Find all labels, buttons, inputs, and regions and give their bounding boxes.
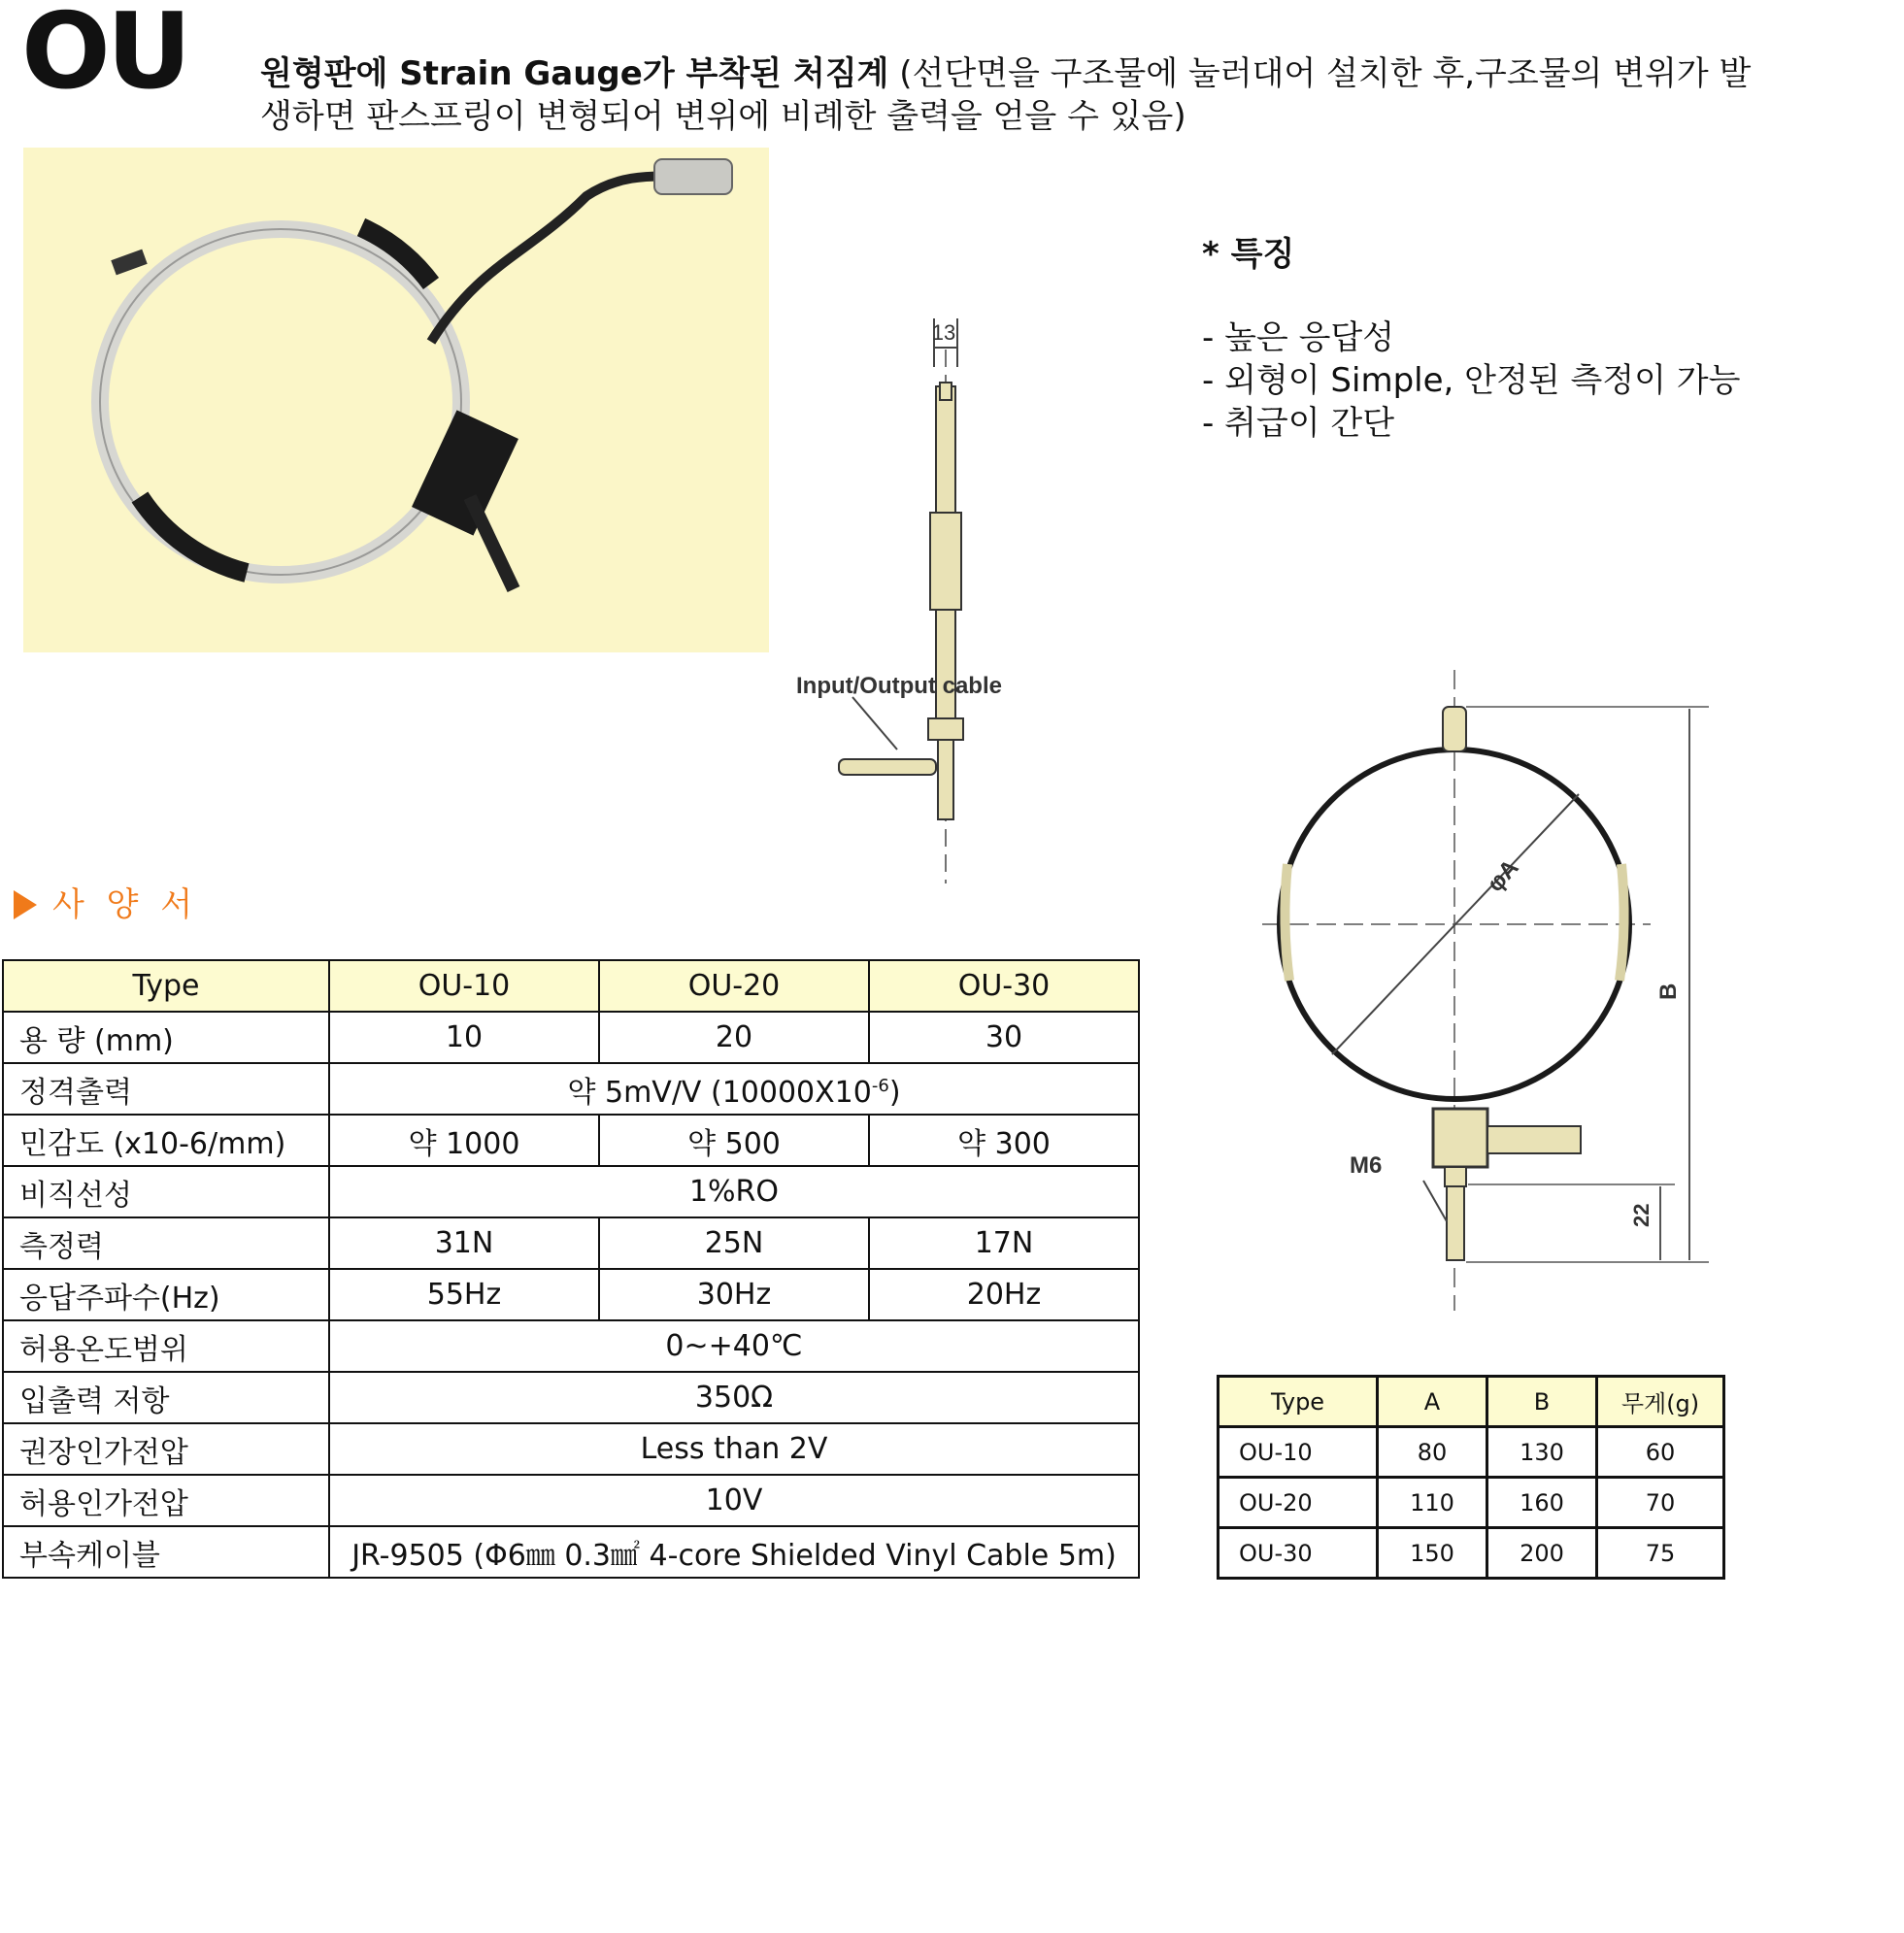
- table-row: [3, 960, 1139, 1012]
- b-label: B: [1655, 983, 1682, 1000]
- table-row: [3, 1063, 1139, 1115]
- table-row: [3, 1269, 1139, 1320]
- features: [1202, 233, 1741, 445]
- cell: 80: [1378, 1427, 1487, 1478]
- product-photo: [23, 148, 769, 652]
- cell: 75: [1597, 1528, 1724, 1579]
- cell: 약 300: [869, 1115, 1139, 1166]
- dimension-table: [1217, 1375, 1725, 1580]
- cell: 31N: [329, 1217, 599, 1269]
- header-cell: OU-10: [329, 960, 599, 1012]
- m6-label: M6: [1350, 1152, 1383, 1179]
- intro-description: [260, 52, 1755, 138]
- dim-22-label: 22: [1629, 1203, 1653, 1227]
- cell: 350Ω: [329, 1372, 1139, 1423]
- cell: 10V: [329, 1475, 1139, 1526]
- cable-stub: [1487, 1126, 1581, 1153]
- cell: 약 500: [599, 1115, 869, 1166]
- cable: [431, 176, 684, 342]
- top-clip: [111, 250, 147, 276]
- tip-rod: [470, 497, 514, 589]
- row-label: 허용온도범위: [3, 1320, 329, 1372]
- cell: 20Hz: [869, 1269, 1139, 1320]
- row-label: 권장인가전압: [3, 1423, 329, 1475]
- table-row: [1219, 1528, 1724, 1579]
- row-label: 측정력: [3, 1217, 329, 1269]
- header-cell: Type: [3, 960, 329, 1012]
- cell: 10: [329, 1012, 599, 1063]
- header-cell: OU-30: [869, 960, 1139, 1012]
- cell: 110: [1378, 1478, 1487, 1528]
- nut: [928, 718, 963, 740]
- cell: 200: [1487, 1528, 1597, 1579]
- product-logo: OU: [21, 0, 188, 113]
- row-label: 정격출력: [3, 1063, 329, 1115]
- cell: 150: [1378, 1528, 1487, 1579]
- cell: 0~+40℃: [329, 1320, 1139, 1372]
- intro-rest: (선단면을 구조물에 눌러대어 설치한 후,구조물의 변위가 발생하면 판스프링이 변형되어 변위에 비례한 출력을 얻을 수 있음): [260, 54, 1752, 136]
- cell: 약 5mV/V $(10000X10^{-6})$: [329, 1063, 1139, 1115]
- top-pin: [1443, 707, 1466, 751]
- cell: 25N: [599, 1217, 869, 1269]
- header-cell: B: [1487, 1377, 1597, 1427]
- row-label: 부속케이블: [3, 1526, 329, 1578]
- cell: OU-10: [1219, 1427, 1378, 1478]
- cell: 60: [1597, 1427, 1724, 1478]
- dia-label: φA: [1482, 854, 1524, 898]
- table-row: [3, 1475, 1139, 1526]
- side-view-drawing: [796, 311, 1146, 893]
- cell: Less than 2V: [329, 1423, 1139, 1475]
- cell: 약 1000: [329, 1115, 599, 1166]
- table-row: [3, 1423, 1139, 1475]
- spec-heading-text: 사 양 서: [52, 885, 199, 924]
- cell: 70: [1597, 1478, 1724, 1528]
- feature-item: - 취급이 간단: [1202, 404, 1395, 443]
- row-label: 민감도 (x10-6/mm): [3, 1115, 329, 1166]
- cell: OU-20: [1219, 1478, 1378, 1528]
- product-photo-drawing: [23, 148, 769, 652]
- features-title: * 특징: [1202, 235, 1295, 274]
- table-row: [1219, 1377, 1724, 1427]
- row-label: 응답주파수(Hz): [3, 1269, 329, 1320]
- table-row: [1219, 1478, 1724, 1528]
- triangle-bullet-icon: [14, 890, 37, 919]
- header-cell: A: [1378, 1377, 1487, 1427]
- table-row: [3, 1526, 1139, 1578]
- connector: [654, 159, 732, 194]
- cell: 130: [1487, 1427, 1597, 1478]
- cell: 55Hz: [329, 1269, 599, 1320]
- shaft-body: [930, 513, 961, 610]
- cell: 30Hz: [599, 1269, 869, 1320]
- table-row: [1219, 1427, 1724, 1478]
- shaft-tip: [940, 383, 952, 400]
- dim-13-label: 13: [931, 320, 956, 345]
- cell: 30: [869, 1012, 1139, 1063]
- row-label: 용 량 (mm): [3, 1012, 329, 1063]
- row-label: 비직선성: [3, 1166, 329, 1217]
- table-row: [3, 1372, 1139, 1423]
- row-label: 허용인가전압: [3, 1475, 329, 1526]
- front-view-drawing: [1243, 670, 1728, 1330]
- cell: 17N: [869, 1217, 1139, 1269]
- clamp-block: [412, 410, 518, 535]
- cell: OU-30: [1219, 1528, 1378, 1579]
- cell: 1%RO: [329, 1166, 1139, 1217]
- row-label: 입출력 저항: [3, 1372, 329, 1423]
- cell: 160: [1487, 1478, 1597, 1528]
- shaft-upper: [936, 386, 955, 530]
- cable-label: Input/Output cable: [796, 673, 1002, 699]
- header-cell: OU-20: [599, 960, 869, 1012]
- intro-bold: 원형판에 Strain Gauge가 부착된 처짐계: [260, 54, 889, 93]
- spec-heading: [14, 878, 198, 925]
- header-cell: Type: [1219, 1377, 1378, 1427]
- tip: [1447, 1186, 1464, 1260]
- table-row: [3, 1166, 1139, 1217]
- shaft-lower: [936, 610, 955, 724]
- cable-stub: [839, 759, 936, 775]
- spec-table: [2, 959, 1140, 1579]
- cell: 20: [599, 1012, 869, 1063]
- bottom-tip: [938, 740, 953, 819]
- table-row: [3, 1115, 1139, 1166]
- table-row: [3, 1012, 1139, 1063]
- feature-item: - 외형이 Simple, 안정된 측정이 가능: [1202, 361, 1741, 400]
- header-cell: 무게(g): [1597, 1377, 1724, 1427]
- table-row: [3, 1320, 1139, 1372]
- feature-item: - 높은 응답성: [1202, 318, 1395, 357]
- clamp: [1433, 1109, 1487, 1167]
- cell: JR-9505 (Φ6㎜ 0.3㎟ 4-core Shielded Vinyl Cable 5m): [329, 1526, 1139, 1578]
- table-row: [3, 1217, 1139, 1269]
